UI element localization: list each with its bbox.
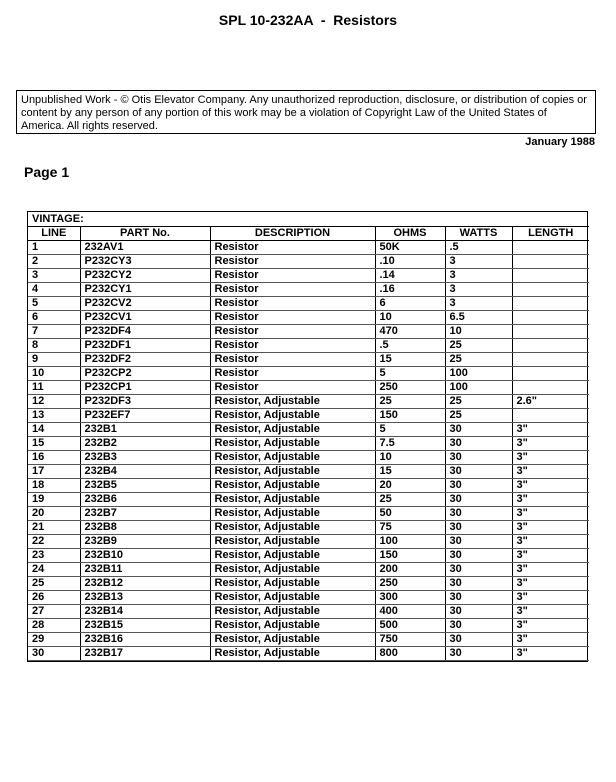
table-header-row [28, 227, 589, 241]
cell-length [512, 311, 589, 325]
cell-description: Resistor [210, 297, 375, 311]
table-row [28, 633, 589, 647]
table-row [28, 549, 589, 563]
cell-part-number: P232CP2 [80, 367, 210, 381]
cell-line: 3 [28, 269, 80, 283]
cell-part-number: 232B17 [80, 647, 210, 661]
table-row [28, 339, 589, 353]
cell-watts: 30 [445, 465, 512, 479]
cell-description: Resistor, Adjustable [210, 563, 375, 577]
document-date: January 1988 [525, 136, 595, 148]
cell-description: Resistor, Adjustable [210, 465, 375, 479]
table-row [28, 535, 589, 549]
header-watts: WATTS [445, 227, 512, 241]
table-row [28, 507, 589, 521]
cell-watts: .5 [445, 241, 512, 255]
cell-part-number: 232AV1 [80, 241, 210, 255]
cell-length: 3" [512, 437, 589, 451]
cell-ohms: 200 [375, 563, 445, 577]
cell-part-number: P232DF2 [80, 353, 210, 367]
cell-watts: 25 [445, 339, 512, 353]
cell-description: Resistor, Adjustable [210, 619, 375, 633]
cell-part-number: 232B10 [80, 549, 210, 563]
cell-ohms: 10 [375, 451, 445, 465]
cell-ohms: 5 [375, 367, 445, 381]
table-row [28, 619, 589, 633]
cell-description: Resistor, Adjustable [210, 479, 375, 493]
table-row [28, 311, 589, 325]
cell-description: Resistor [210, 339, 375, 353]
cell-line: 28 [28, 619, 80, 633]
cell-length: 3" [512, 591, 589, 605]
cell-watts: 100 [445, 367, 512, 381]
cell-description: Resistor, Adjustable [210, 521, 375, 535]
cell-description: Resistor, Adjustable [210, 647, 375, 661]
cell-length [512, 283, 589, 297]
cell-ohms: .10 [375, 255, 445, 269]
cell-length: 3" [512, 493, 589, 507]
cell-watts: 3 [445, 269, 512, 283]
cell-description: Resistor, Adjustable [210, 493, 375, 507]
cell-part-number: P232EF7 [80, 409, 210, 423]
table-row [28, 591, 589, 605]
cell-ohms: 50K [375, 241, 445, 255]
vintage-label: VINTAGE: [32, 213, 84, 225]
cell-watts: 100 [445, 381, 512, 395]
cell-watts: 30 [445, 451, 512, 465]
cell-length: 3" [512, 423, 589, 437]
cell-watts: 30 [445, 647, 512, 661]
cell-line: 27 [28, 605, 80, 619]
cell-line: 1 [28, 241, 80, 255]
cell-line: 23 [28, 549, 80, 563]
cell-line: 26 [28, 591, 80, 605]
table-row [28, 283, 589, 297]
cell-description: Resistor, Adjustable [210, 633, 375, 647]
cell-line: 21 [28, 521, 80, 535]
cell-part-number: P232CY2 [80, 269, 210, 283]
table-row [28, 605, 589, 619]
cell-description: Resistor [210, 283, 375, 297]
cell-ohms: 400 [375, 605, 445, 619]
cell-length [512, 325, 589, 339]
cell-part-number: 232B1 [80, 423, 210, 437]
cell-length [512, 255, 589, 269]
table-row [28, 269, 589, 283]
cell-ohms: 800 [375, 647, 445, 661]
cell-watts: 30 [445, 521, 512, 535]
table-row [28, 353, 589, 367]
cell-ohms: 250 [375, 381, 445, 395]
cell-watts: 3 [445, 283, 512, 297]
cell-watts: 30 [445, 549, 512, 563]
cell-line: 13 [28, 409, 80, 423]
cell-length: 3" [512, 577, 589, 591]
cell-part-number: 232B2 [80, 437, 210, 451]
cell-line: 10 [28, 367, 80, 381]
page-label: Page 1 [24, 164, 70, 180]
cell-description: Resistor [210, 353, 375, 367]
cell-description: Resistor [210, 241, 375, 255]
cell-length: 3" [512, 507, 589, 521]
cell-part-number: 232B5 [80, 479, 210, 493]
cell-length [512, 353, 589, 367]
cell-length: 3" [512, 479, 589, 493]
table-row [28, 647, 589, 661]
table-row [28, 437, 589, 451]
cell-line: 4 [28, 283, 80, 297]
cell-ohms: 750 [375, 633, 445, 647]
cell-length [512, 367, 589, 381]
cell-watts: 30 [445, 479, 512, 493]
table-row [28, 241, 589, 255]
cell-watts: 3 [445, 255, 512, 269]
cell-ohms: 300 [375, 591, 445, 605]
cell-line: 17 [28, 465, 80, 479]
cell-part-number: P232CP1 [80, 381, 210, 395]
cell-watts: 10 [445, 325, 512, 339]
table-row [28, 409, 589, 423]
cell-line: 25 [28, 577, 80, 591]
cell-watts: 30 [445, 507, 512, 521]
cell-watts: 30 [445, 535, 512, 549]
table-row [28, 381, 589, 395]
cell-line: 8 [28, 339, 80, 353]
cell-ohms: 20 [375, 479, 445, 493]
cell-part-number: 232B11 [80, 563, 210, 577]
cell-length: 3" [512, 465, 589, 479]
table-row [28, 465, 589, 479]
cell-description: Resistor, Adjustable [210, 409, 375, 423]
table-row [28, 521, 589, 535]
cell-length [512, 241, 589, 255]
cell-part-number: 232B14 [80, 605, 210, 619]
cell-line: 30 [28, 647, 80, 661]
document-title: SPL 10-232AA - Resistors [218, 12, 398, 28]
cell-watts: 25 [445, 409, 512, 423]
cell-ohms: 15 [375, 353, 445, 367]
table-row [28, 577, 589, 591]
cell-length [512, 381, 589, 395]
cell-length [512, 339, 589, 353]
cell-description: Resistor, Adjustable [210, 437, 375, 451]
cell-description: Resistor, Adjustable [210, 591, 375, 605]
cell-watts: 30 [445, 423, 512, 437]
cell-part-number: 232B4 [80, 465, 210, 479]
cell-description: Resistor [210, 269, 375, 283]
cell-ohms: 75 [375, 521, 445, 535]
cell-line: 12 [28, 395, 80, 409]
resistor-parts-table [28, 226, 589, 661]
cell-description: Resistor, Adjustable [210, 535, 375, 549]
cell-length: 2.6" [512, 395, 589, 409]
cell-watts: 6.5 [445, 311, 512, 325]
cell-line: 22 [28, 535, 80, 549]
cell-line: 14 [28, 423, 80, 437]
cell-line: 7 [28, 325, 80, 339]
cell-watts: 30 [445, 563, 512, 577]
cell-part-number: 232B9 [80, 535, 210, 549]
cell-part-number: P232CY3 [80, 255, 210, 269]
cell-part-number: 232B3 [80, 451, 210, 465]
cell-description: Resistor, Adjustable [210, 423, 375, 437]
cell-ohms: 15 [375, 465, 445, 479]
cell-ohms: 25 [375, 395, 445, 409]
header-part-number: PART No. [80, 227, 210, 241]
cell-ohms: .14 [375, 269, 445, 283]
cell-part-number: P232CV1 [80, 311, 210, 325]
cell-line: 6 [28, 311, 80, 325]
cell-part-number: 232B15 [80, 619, 210, 633]
cell-part-number: 232B12 [80, 577, 210, 591]
cell-line: 18 [28, 479, 80, 493]
cell-ohms: 150 [375, 409, 445, 423]
cell-part-number: P232CV2 [80, 297, 210, 311]
cell-watts: 30 [445, 493, 512, 507]
cell-line: 24 [28, 563, 80, 577]
cell-watts: 30 [445, 633, 512, 647]
cell-length: 3" [512, 633, 589, 647]
cell-length: 3" [512, 619, 589, 633]
cell-line: 29 [28, 633, 80, 647]
cell-line: 9 [28, 353, 80, 367]
cell-length: 3" [512, 563, 589, 577]
header-ohms: OHMS [375, 227, 445, 241]
cell-watts: 25 [445, 395, 512, 409]
table-row [28, 493, 589, 507]
table-row [28, 451, 589, 465]
parts-table [27, 211, 588, 662]
cell-length [512, 409, 589, 423]
cell-ohms: .5 [375, 339, 445, 353]
header-description: DESCRIPTION [210, 227, 375, 241]
cell-part-number: P232DF3 [80, 395, 210, 409]
cell-description: Resistor, Adjustable [210, 605, 375, 619]
cell-description: Resistor [210, 311, 375, 325]
table-body [28, 241, 589, 661]
cell-watts: 30 [445, 619, 512, 633]
table-row [28, 423, 589, 437]
cell-part-number: 232B8 [80, 521, 210, 535]
cell-ohms: 10 [375, 311, 445, 325]
cell-description: Resistor, Adjustable [210, 451, 375, 465]
cell-ohms: .16 [375, 283, 445, 297]
cell-description: Resistor, Adjustable [210, 549, 375, 563]
cell-line: 20 [28, 507, 80, 521]
cell-watts: 30 [445, 605, 512, 619]
cell-part-number: 232B6 [80, 493, 210, 507]
cell-part-number: 232B13 [80, 591, 210, 605]
cell-description: Resistor [210, 255, 375, 269]
cell-length: 3" [512, 451, 589, 465]
cell-ohms: 6 [375, 297, 445, 311]
cell-ohms: 100 [375, 535, 445, 549]
header-line: LINE [28, 227, 80, 241]
cell-watts: 25 [445, 353, 512, 367]
cell-ohms: 50 [375, 507, 445, 521]
cell-line: 19 [28, 493, 80, 507]
cell-ohms: 150 [375, 549, 445, 563]
cell-watts: 30 [445, 577, 512, 591]
cell-length: 3" [512, 521, 589, 535]
cell-line: 2 [28, 255, 80, 269]
cell-length: 3" [512, 647, 589, 661]
cell-ohms: 25 [375, 493, 445, 507]
cell-watts: 30 [445, 437, 512, 451]
cell-ohms: 470 [375, 325, 445, 339]
table-row [28, 325, 589, 339]
cell-line: 5 [28, 297, 80, 311]
table-row [28, 297, 589, 311]
table-row [28, 479, 589, 493]
table-row [28, 395, 589, 409]
cell-description: Resistor, Adjustable [210, 577, 375, 591]
header-length: LENGTH [512, 227, 589, 241]
cell-length: 3" [512, 549, 589, 563]
cell-part-number: P232DF1 [80, 339, 210, 353]
cell-part-number: P232CY1 [80, 283, 210, 297]
cell-length: 3" [512, 535, 589, 549]
cell-watts: 3 [445, 297, 512, 311]
table-row [28, 255, 589, 269]
table-row [28, 367, 589, 381]
copyright-notice: Unpublished Work - © Otis Elevator Company. Any unauthorized reproduction, disclosure, or distribution of copies or content by any person of any portion of this work may be a violation of Copyright Law of the United States of America. All rights reserved. [16, 90, 596, 134]
cell-ohms: 5 [375, 423, 445, 437]
cell-length: 3" [512, 605, 589, 619]
cell-length [512, 297, 589, 311]
cell-description: Resistor [210, 381, 375, 395]
cell-watts: 30 [445, 591, 512, 605]
cell-description: Resistor, Adjustable [210, 395, 375, 409]
cell-ohms: 500 [375, 619, 445, 633]
cell-part-number: 232B7 [80, 507, 210, 521]
cell-part-number: 232B16 [80, 633, 210, 647]
cell-part-number: P232DF4 [80, 325, 210, 339]
table-row [28, 563, 589, 577]
cell-length [512, 269, 589, 283]
cell-line: 16 [28, 451, 80, 465]
cell-description: Resistor [210, 367, 375, 381]
cell-description: Resistor [210, 325, 375, 339]
cell-ohms: 7.5 [375, 437, 445, 451]
cell-line: 15 [28, 437, 80, 451]
cell-ohms: 250 [375, 577, 445, 591]
cell-description: Resistor, Adjustable [210, 507, 375, 521]
cell-line: 11 [28, 381, 80, 395]
